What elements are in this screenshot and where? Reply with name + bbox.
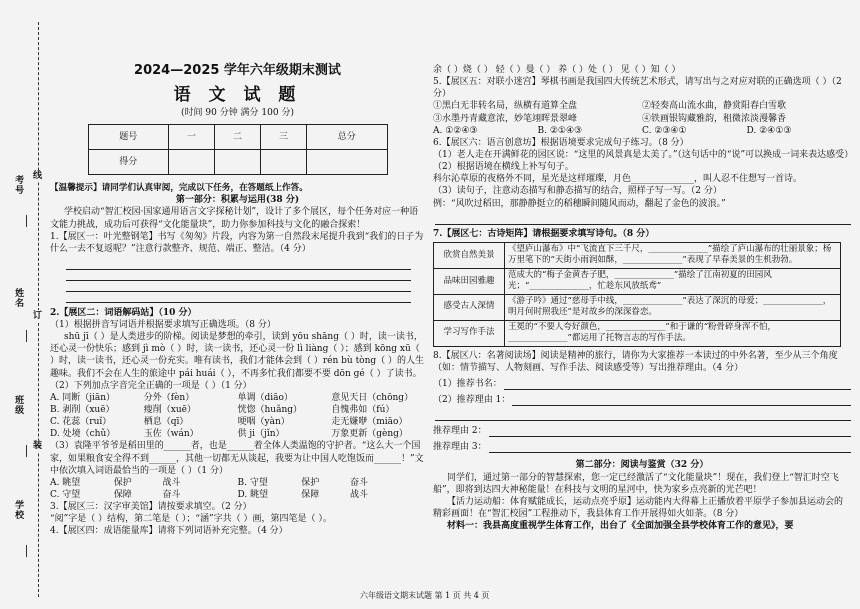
part2-title: 第二部分：阅读与鉴赏（32 分） bbox=[575, 460, 709, 471]
score-cell: 总分 bbox=[306, 124, 387, 149]
option: 单调（diāo） bbox=[237, 392, 293, 403]
q8-4-label: 推荐理由 3： bbox=[433, 442, 487, 453]
option: 保护 bbox=[301, 477, 320, 488]
poem-row bbox=[434, 320, 841, 346]
couplet-option: ①黑白无非转名局，纵横有道算全盘 bbox=[433, 101, 578, 112]
poem-row-text: 范成大的“梅子金黄杏子肥，______________”描绘了江南初夏的田园风光；“______________，忙趁东风放纸鸢” bbox=[505, 268, 841, 294]
q3-prompt: “阅”字是（ ）结构，第二笔是（ ）；“涵”字共（ ）画，第四笔是（ ）。 bbox=[50, 514, 332, 525]
poem-row bbox=[434, 268, 841, 294]
couplet-option: ②轻奏高山流水曲，静赏阳春白雪歌 bbox=[642, 101, 787, 112]
q8-3-label: 推荐理由 2： bbox=[433, 426, 487, 437]
option: 万象更新（gèng） bbox=[331, 429, 408, 440]
option: 分外（fèn） bbox=[143, 392, 195, 403]
q6-2-prompt: 科尔沁草原的夜格外不同，星光是这样璀璨，月色______________，叫人忍不住想写一首诗。 bbox=[433, 174, 803, 185]
q8-reason1-line[interactable] bbox=[433, 394, 851, 406]
q8-text: 8.【展区八：名著阅读场】阅读是精神的旅行，请你为大家推荐一本读过的中外名著，至少从三个角度（如：情节描写、人物刻画、写作手法、阅读感受等）写出推荐理由。（4 分） bbox=[433, 350, 838, 373]
score-input-cell[interactable] bbox=[306, 149, 387, 174]
q2-2-options bbox=[50, 392, 425, 441]
exam-title: 2024—2025 学年六年级期末测试 bbox=[134, 63, 341, 78]
q5-couplets bbox=[433, 100, 851, 124]
couplet-option: ③水墨丹青藏意浓，妙笔翊晖景翠峰 bbox=[433, 113, 578, 124]
option: 意见天日（chōng） bbox=[331, 392, 414, 403]
poem-table bbox=[433, 242, 841, 347]
option: 保障 bbox=[301, 490, 320, 501]
q4-text: 4.【展区四：成语能量库】请将下列词语补充完整。（4 分） bbox=[50, 526, 288, 537]
q1-text: 1.【展区一：叶光整钢笔】书写《匆匆》片段，内容为第一自然段末尾提升我到“我们的日子为什么一去不复返呢？”注意行款整齐、规范、端正、整洁。（4 分） bbox=[50, 231, 424, 254]
option: A. 眺望 bbox=[50, 477, 81, 488]
poem-row-text: 《游子吟》通过“慈母手中线，______________”表达了深沉的母爱；______________，明月何时照我还”是对故乡的深深眷恋。 bbox=[505, 294, 841, 320]
idiom-fill-line: 余（ ）烧（ ） 轻（ ）曼（ ） 养（ ）处（ ） 见（ ）知（ ） bbox=[433, 65, 681, 75]
q6-answer-line[interactable] bbox=[433, 214, 851, 225]
option: 哽咽（yàn） bbox=[237, 417, 290, 428]
option: 供 ji（jǐn） bbox=[237, 429, 285, 440]
option: 战斗 bbox=[350, 490, 369, 501]
q6-3-example: 例：“风吹过稻田，那静静挺立的稻穗瞬间随风而动，翻起了金色的波浪。” bbox=[433, 198, 726, 209]
q6-3-text: （3）读句子，注意动态描写和静态描写的结合，照样子写一写。（2 分） bbox=[433, 186, 722, 197]
tip-text: 【温馨提示】请同学们认真审阅，完成以下任务，在答题纸上作答。 bbox=[50, 182, 308, 193]
poem-row-text: 王冕的“不要人夸好颜色，______________”和于谦的“粉骨碎身浑不怕，______________”都运用了托物言志的写作手法。 bbox=[505, 320, 841, 346]
score-cell: 得分 bbox=[88, 149, 168, 174]
option: 瘦削（xuē） bbox=[143, 405, 196, 416]
part1-title: 第一部分：积累与运用(38 分) bbox=[175, 195, 300, 206]
option: C. 守望 bbox=[50, 490, 81, 501]
binding-margin bbox=[0, 0, 42, 609]
q2-3-text: （3）袁隆平爷爷是稻田里的______者，也是______着全体人类温饱的守护者。“这么大一个国家，如果粮食安全得不到______，其他一切都无从谈起，我要为让中国人吃饱饭而______！”文中依次填入词语最恰当的一项是（ ）（1 分） bbox=[50, 441, 424, 476]
score-cell: 三 bbox=[260, 124, 306, 149]
q2-3-options bbox=[50, 477, 425, 501]
option: C. ②③④① bbox=[642, 125, 687, 136]
option: 奋斗 bbox=[350, 477, 369, 488]
option: B. 守望 bbox=[237, 477, 268, 488]
couplet-option: ④铁画银钩藏雅韵，租微浓淡漫馨香 bbox=[642, 113, 787, 124]
poem-row-heading: 品味田园雅趣 bbox=[434, 268, 505, 294]
option: 恍惚（huǎng） bbox=[237, 405, 303, 416]
poem-row-heading: 感受古人深情 bbox=[434, 294, 505, 320]
exam-no-label: 考号 bbox=[13, 175, 24, 195]
option: 玉佐（wán） bbox=[143, 429, 199, 440]
option: A. 同断（jiān） bbox=[50, 392, 116, 403]
binding-mark-line: 线 bbox=[33, 171, 43, 181]
class-label: 班级 bbox=[13, 395, 24, 415]
q5-text: 5.【展区五：对联小迷宫】琴棋书画是我国四大传统艺术形式，请写出与之对应对联的正确选项（ ）（2 分） bbox=[433, 77, 842, 100]
binding-mark-ding: 订 bbox=[33, 311, 43, 321]
score-input-cell[interactable] bbox=[214, 149, 260, 174]
score-table bbox=[88, 124, 388, 175]
option: 自愧弗如（fú） bbox=[331, 405, 395, 416]
exam-subject: 语 文 试 题 bbox=[173, 84, 302, 105]
option: B. ②①④③ bbox=[537, 125, 583, 136]
option: B. 剥削（xuē） bbox=[50, 405, 115, 416]
option: A. ①②④③ bbox=[433, 125, 478, 136]
option: 走无嫌咿（miāo） bbox=[331, 417, 408, 428]
score-input-cell[interactable] bbox=[260, 149, 306, 174]
q8-1-label: （1）推荐书名： bbox=[433, 378, 502, 389]
poem-row-heading: 欣赏自然美景 bbox=[434, 242, 505, 268]
left-column bbox=[50, 0, 425, 538]
option: D. 处境（chǔ） bbox=[50, 429, 116, 440]
q5-choices bbox=[433, 125, 851, 137]
option: 保障 bbox=[113, 490, 132, 501]
q7-text: 7.【展区七：古诗矩阵】请根据要求填写诗句。（8 分） bbox=[433, 228, 655, 239]
score-table-score-row bbox=[88, 149, 387, 174]
writing-lines[interactable] bbox=[66, 259, 411, 303]
part1-intro: 学校启动“智汇校园·国家通用语言文字探秘计划”，设计了多个展区，每个任务对应一种语文能力挑战，成功后可获得“文化能量块”，助力你参加科技与文化的融合探索！ bbox=[50, 207, 419, 230]
activity-text: 【活力运动船：体育赋能成长，运动点亮乎原】运动能内大得幕上正播放着平原学子参加县运动会的精彩画面！在“智汇校园”工程推动下，我县体育工作开展得如火如荼。（8 分） bbox=[433, 496, 844, 519]
option: 栖息（qī） bbox=[143, 417, 189, 428]
q8-reason2-line[interactable] bbox=[433, 425, 851, 437]
page-footer: 六年级语文期末试题 第 1 页 共 4 页 bbox=[360, 591, 490, 600]
q2-pinyin-passage: shū jī（ ）是人类进步的阶梯。阅读是梦想的牵引，读到 yōu shāng（ ）时，读一读书，还心灵一份快乐；感到 jì mò（ ）时，读一读书，还心灵一份 lì liàng（ ）；感到 kōng xū（ ）时，读一读书，还心灵一份充实。唯有读书，我们才能体会到（ ）rén bù tòng（ ）的人生趣味。我们不会在人生的旅途中 pái huái（ ），不再多忙我们都要不要 dōn gé（ ）了读书。 bbox=[50, 332, 425, 379]
binding-mark-zhuang: 装 bbox=[33, 441, 43, 451]
poem-row bbox=[434, 294, 841, 320]
q8-book-line[interactable] bbox=[433, 378, 851, 390]
poem-row-heading: 学习写作手法 bbox=[434, 320, 505, 346]
option: 保护 bbox=[113, 477, 132, 488]
poem-row-text: 《望庐山瀑布》中“飞流直下三千尺，______________”描绘了庐山瀑布的壮丽景象；杨万里笔下的“天街小雨润如酥，______________”表现了早春美景的生机勃勃。 bbox=[505, 242, 841, 268]
score-cell: 二 bbox=[214, 124, 260, 149]
q8-reason3-line[interactable] bbox=[433, 441, 851, 453]
option: C. 花蕊（ruǐ） bbox=[50, 417, 112, 428]
poem-row bbox=[434, 242, 841, 268]
school-label: 学校 bbox=[13, 500, 24, 520]
q6-2-text: （2）根据语境在横线上补写句子。 bbox=[433, 162, 574, 173]
score-cell: 一 bbox=[168, 124, 214, 149]
q2-title: 2.【展区二：词语解码站】（10 分） bbox=[50, 307, 197, 318]
q3-text: 3.【展区三：汉字审美馆】请按要求填空。（2 分） bbox=[50, 502, 252, 513]
part2-intro: 同学们，通过第一部分的智慧探索，您一定已经激活了“文化能量块”！现在，我们登上“智汇时空飞船”，即将到达四大神秘能量！在科技与文明的星河中，快为家乡点亮新的光芒吧！ bbox=[433, 472, 839, 495]
option: D. ②④①③ bbox=[746, 125, 792, 136]
right-column bbox=[433, 0, 854, 532]
q8-2-label: （2）推荐理由 1： bbox=[433, 395, 511, 405]
score-table-header-row bbox=[88, 124, 387, 149]
option: D. 眺望 bbox=[237, 490, 269, 501]
material-text: 材料一：我县高度重视学生体育工作，出台了《全面加强全县学校体育工作的意见》，要 bbox=[447, 521, 794, 532]
score-input-cell[interactable] bbox=[168, 149, 214, 174]
name-label: 姓名 bbox=[13, 288, 24, 308]
option: 战斗 bbox=[162, 477, 181, 488]
q6-1-text: （1）老人走在开满鲜花的园区说：“这里的风景真是太美了。”（这句话中的“说”可以换成一词来表达感受） bbox=[433, 149, 854, 160]
exam-time: (时间 90 分钟 满分 100 分) bbox=[181, 108, 294, 119]
q8-reason1-extra[interactable] bbox=[433, 410, 851, 421]
q2-1-text: （1）根据拼音写词语并根据要求填写正确选项。（8 分） bbox=[50, 320, 276, 331]
q2-2-text: （2）下列加点字音完全正确的一项是（ ）（1 分） bbox=[50, 380, 252, 391]
q6-text: 6.【展区六：语言创意坊】根据语境要求完成句子练习。（8 分） bbox=[433, 137, 689, 148]
score-cell: 题号 bbox=[88, 124, 168, 149]
option: 奋斗 bbox=[162, 490, 181, 501]
